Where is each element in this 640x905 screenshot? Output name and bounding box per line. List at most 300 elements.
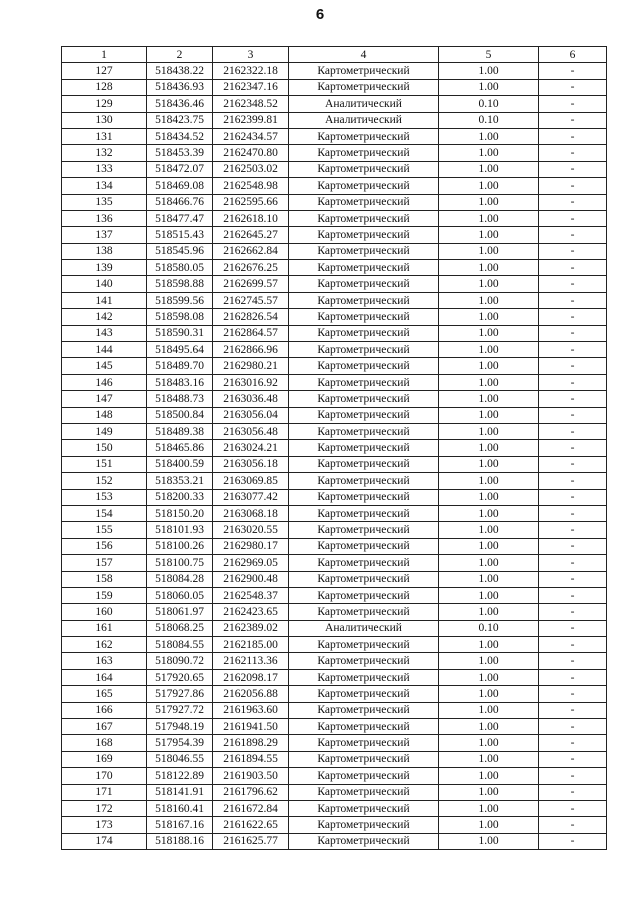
point-number-cell: 133 (62, 161, 147, 177)
accuracy-cell: 1.00 (439, 702, 539, 718)
method-cell: Аналитический (289, 112, 439, 128)
method-cell: Картометрический (289, 309, 439, 325)
table-row (62, 128, 607, 144)
method-cell: Картометрический (289, 751, 439, 767)
table-row (62, 768, 607, 784)
y-coordinate-cell: 2161622.65 (213, 817, 289, 833)
note-cell: - (539, 637, 607, 653)
x-coordinate-cell: 518545.96 (147, 243, 213, 259)
y-coordinate-cell: 2162980.21 (213, 358, 289, 374)
y-coordinate-cell: 2163056.48 (213, 423, 289, 439)
table-row (62, 79, 607, 95)
table-row (62, 112, 607, 128)
method-cell: Картометрический (289, 423, 439, 439)
y-coordinate-cell: 2162618.10 (213, 210, 289, 226)
accuracy-cell: 1.00 (439, 342, 539, 358)
table-row (62, 686, 607, 702)
point-number-cell: 145 (62, 358, 147, 374)
note-cell: - (539, 112, 607, 128)
accuracy-cell: 1.00 (439, 309, 539, 325)
point-number-cell: 132 (62, 145, 147, 161)
note-cell: - (539, 702, 607, 718)
table-row (62, 456, 607, 472)
method-cell: Картометрический (289, 719, 439, 735)
note-cell: - (539, 145, 607, 161)
x-coordinate-cell: 518100.75 (147, 555, 213, 571)
table-row (62, 751, 607, 767)
x-coordinate-cell: 518400.59 (147, 456, 213, 472)
table-row (62, 210, 607, 226)
y-coordinate-cell: 2161898.29 (213, 735, 289, 751)
point-number-cell: 130 (62, 112, 147, 128)
point-number-cell: 147 (62, 391, 147, 407)
point-number-cell: 143 (62, 325, 147, 341)
method-cell: Картометрический (289, 522, 439, 538)
note-cell: - (539, 800, 607, 816)
method-cell: Картометрический (289, 489, 439, 505)
note-cell: - (539, 719, 607, 735)
accuracy-cell: 1.00 (439, 489, 539, 505)
note-cell: - (539, 505, 607, 521)
y-coordinate-cell: 2162662.84 (213, 243, 289, 259)
table-row (62, 800, 607, 816)
x-coordinate-cell: 518353.21 (147, 473, 213, 489)
point-number-cell: 160 (62, 604, 147, 620)
method-cell: Картометрический (289, 63, 439, 79)
note-cell: - (539, 555, 607, 571)
y-coordinate-cell: 2162548.98 (213, 178, 289, 194)
note-cell: - (539, 620, 607, 636)
note-cell: - (539, 456, 607, 472)
accuracy-cell: 1.00 (439, 391, 539, 407)
method-cell: Картометрический (289, 669, 439, 685)
x-coordinate-cell: 518100.26 (147, 538, 213, 554)
method-cell: Картометрический (289, 784, 439, 800)
y-coordinate-cell: 2162864.57 (213, 325, 289, 341)
point-number-cell: 135 (62, 194, 147, 210)
accuracy-cell: 1.00 (439, 653, 539, 669)
point-number-cell: 151 (62, 456, 147, 472)
point-number-cell: 162 (62, 637, 147, 653)
point-number-cell: 159 (62, 587, 147, 603)
x-coordinate-cell: 518167.16 (147, 817, 213, 833)
note-cell: - (539, 96, 607, 112)
point-number-cell: 161 (62, 620, 147, 636)
note-cell: - (539, 161, 607, 177)
point-number-cell: 140 (62, 276, 147, 292)
accuracy-cell: 1.00 (439, 79, 539, 95)
method-cell: Картометрический (289, 276, 439, 292)
note-cell: - (539, 686, 607, 702)
method-cell: Картометрический (289, 800, 439, 816)
note-cell: - (539, 571, 607, 587)
accuracy-cell: 1.00 (439, 719, 539, 735)
note-cell: - (539, 817, 607, 833)
x-coordinate-cell: 518438.22 (147, 63, 213, 79)
table-row (62, 669, 607, 685)
note-cell: - (539, 210, 607, 226)
accuracy-cell: 1.00 (439, 128, 539, 144)
accuracy-cell: 1.00 (439, 768, 539, 784)
note-cell: - (539, 833, 607, 849)
method-cell: Картометрический (289, 210, 439, 226)
method-cell: Картометрический (289, 440, 439, 456)
y-coordinate-cell: 2162866.96 (213, 342, 289, 358)
method-cell: Картометрический (289, 325, 439, 341)
table-row (62, 555, 607, 571)
table-row (62, 423, 607, 439)
point-number-cell: 163 (62, 653, 147, 669)
accuracy-cell: 1.00 (439, 161, 539, 177)
note-cell: - (539, 604, 607, 620)
note-cell: - (539, 243, 607, 259)
point-number-cell: 129 (62, 96, 147, 112)
method-cell: Картометрический (289, 735, 439, 751)
x-coordinate-cell: 518200.33 (147, 489, 213, 505)
point-number-cell: 170 (62, 768, 147, 784)
column-header: 3 (213, 47, 289, 63)
y-coordinate-cell: 2161963.60 (213, 702, 289, 718)
table-row (62, 637, 607, 653)
accuracy-cell: 0.10 (439, 620, 539, 636)
note-cell: - (539, 669, 607, 685)
y-coordinate-cell: 2162423.65 (213, 604, 289, 620)
accuracy-cell: 1.00 (439, 669, 539, 685)
x-coordinate-cell: 517927.86 (147, 686, 213, 702)
x-coordinate-cell: 518122.89 (147, 768, 213, 784)
accuracy-cell: 0.10 (439, 96, 539, 112)
method-cell: Картометрический (289, 358, 439, 374)
point-number-cell: 164 (62, 669, 147, 685)
x-coordinate-cell: 518580.05 (147, 260, 213, 276)
accuracy-cell: 1.00 (439, 473, 539, 489)
y-coordinate-cell: 2162389.02 (213, 620, 289, 636)
note-cell: - (539, 407, 607, 423)
method-cell: Картометрический (289, 194, 439, 210)
y-coordinate-cell: 2161672.84 (213, 800, 289, 816)
accuracy-cell: 1.00 (439, 604, 539, 620)
method-cell: Картометрический (289, 161, 439, 177)
table-row (62, 505, 607, 521)
y-coordinate-cell: 2163069.85 (213, 473, 289, 489)
x-coordinate-cell: 518466.76 (147, 194, 213, 210)
method-cell: Картометрический (289, 505, 439, 521)
table-row (62, 309, 607, 325)
note-cell: - (539, 358, 607, 374)
x-coordinate-cell: 518068.25 (147, 620, 213, 636)
point-number-cell: 153 (62, 489, 147, 505)
column-header: 1 (62, 47, 147, 63)
point-number-cell: 166 (62, 702, 147, 718)
accuracy-cell: 1.00 (439, 522, 539, 538)
y-coordinate-cell: 2163077.42 (213, 489, 289, 505)
accuracy-cell: 1.00 (439, 800, 539, 816)
point-number-cell: 149 (62, 423, 147, 439)
accuracy-cell: 1.00 (439, 440, 539, 456)
point-number-cell: 173 (62, 817, 147, 833)
table-row (62, 833, 607, 849)
accuracy-cell: 1.00 (439, 63, 539, 79)
table-row (62, 227, 607, 243)
y-coordinate-cell: 2162595.66 (213, 194, 289, 210)
y-coordinate-cell: 2163068.18 (213, 505, 289, 521)
y-coordinate-cell: 2163036.48 (213, 391, 289, 407)
note-cell: - (539, 260, 607, 276)
y-coordinate-cell: 2161941.50 (213, 719, 289, 735)
y-coordinate-cell: 2163056.18 (213, 456, 289, 472)
note-cell: - (539, 276, 607, 292)
point-number-cell: 150 (62, 440, 147, 456)
table-row (62, 276, 607, 292)
point-number-cell: 172 (62, 800, 147, 816)
method-cell: Картометрический (289, 817, 439, 833)
note-cell: - (539, 768, 607, 784)
y-coordinate-cell: 2162645.27 (213, 227, 289, 243)
method-cell: Картометрический (289, 768, 439, 784)
point-number-cell: 165 (62, 686, 147, 702)
y-coordinate-cell: 2163016.92 (213, 374, 289, 390)
note-cell: - (539, 178, 607, 194)
x-coordinate-cell: 518489.70 (147, 358, 213, 374)
accuracy-cell: 1.00 (439, 555, 539, 571)
x-coordinate-cell: 518046.55 (147, 751, 213, 767)
table-row (62, 194, 607, 210)
x-coordinate-cell: 518515.43 (147, 227, 213, 243)
x-coordinate-cell: 518423.75 (147, 112, 213, 128)
method-cell: Картометрический (289, 538, 439, 554)
table-row (62, 260, 607, 276)
table-row (62, 604, 607, 620)
table-row (62, 538, 607, 554)
method-cell: Аналитический (289, 96, 439, 112)
table-row (62, 342, 607, 358)
table-row (62, 702, 607, 718)
point-number-cell: 146 (62, 374, 147, 390)
method-cell: Картометрический (289, 702, 439, 718)
x-coordinate-cell: 518150.20 (147, 505, 213, 521)
accuracy-cell: 1.00 (439, 210, 539, 226)
table-row (62, 161, 607, 177)
coordinates-table (61, 46, 607, 850)
accuracy-cell: 1.00 (439, 817, 539, 833)
x-coordinate-cell: 518061.97 (147, 604, 213, 620)
note-cell: - (539, 735, 607, 751)
table-row (62, 358, 607, 374)
table-row (62, 489, 607, 505)
table-header (62, 47, 607, 63)
method-cell: Картометрический (289, 178, 439, 194)
point-number-cell: 152 (62, 473, 147, 489)
x-coordinate-cell: 518590.31 (147, 325, 213, 341)
table-row (62, 719, 607, 735)
method-cell: Картометрический (289, 391, 439, 407)
y-coordinate-cell: 2163056.04 (213, 407, 289, 423)
y-coordinate-cell: 2162900.48 (213, 571, 289, 587)
method-cell: Картометрический (289, 833, 439, 849)
point-number-cell: 174 (62, 833, 147, 849)
note-cell: - (539, 522, 607, 538)
x-coordinate-cell: 518488.73 (147, 391, 213, 407)
note-cell: - (539, 587, 607, 603)
x-coordinate-cell: 518483.16 (147, 374, 213, 390)
method-cell: Картометрический (289, 587, 439, 603)
x-coordinate-cell: 518084.55 (147, 637, 213, 653)
accuracy-cell: 1.00 (439, 145, 539, 161)
column-header: 6 (539, 47, 607, 63)
point-number-cell: 127 (62, 63, 147, 79)
method-cell: Картометрический (289, 407, 439, 423)
accuracy-cell: 1.00 (439, 571, 539, 587)
accuracy-cell: 1.00 (439, 833, 539, 849)
y-coordinate-cell: 2162548.37 (213, 587, 289, 603)
note-cell: - (539, 194, 607, 210)
column-header: 2 (147, 47, 213, 63)
note-cell: - (539, 63, 607, 79)
accuracy-cell: 0.10 (439, 112, 539, 128)
column-header: 4 (289, 47, 439, 63)
accuracy-cell: 1.00 (439, 407, 539, 423)
method-cell: Картометрический (289, 686, 439, 702)
y-coordinate-cell: 2161625.77 (213, 833, 289, 849)
accuracy-cell: 1.00 (439, 686, 539, 702)
table-body (62, 63, 607, 850)
y-coordinate-cell: 2162098.17 (213, 669, 289, 685)
y-coordinate-cell: 2162969.05 (213, 555, 289, 571)
accuracy-cell: 1.00 (439, 735, 539, 751)
method-cell: Картометрический (289, 637, 439, 653)
y-coordinate-cell: 2162826.54 (213, 309, 289, 325)
accuracy-cell: 1.00 (439, 325, 539, 341)
point-number-cell: 167 (62, 719, 147, 735)
point-number-cell: 137 (62, 227, 147, 243)
y-coordinate-cell: 2161796.62 (213, 784, 289, 800)
accuracy-cell: 1.00 (439, 784, 539, 800)
point-number-cell: 139 (62, 260, 147, 276)
table-row (62, 145, 607, 161)
x-coordinate-cell: 518434.52 (147, 128, 213, 144)
accuracy-cell: 1.00 (439, 194, 539, 210)
note-cell: - (539, 391, 607, 407)
point-number-cell: 134 (62, 178, 147, 194)
accuracy-cell: 1.00 (439, 243, 539, 259)
point-number-cell: 169 (62, 751, 147, 767)
point-number-cell: 128 (62, 79, 147, 95)
y-coordinate-cell: 2163020.55 (213, 522, 289, 538)
y-coordinate-cell: 2162676.25 (213, 260, 289, 276)
x-coordinate-cell: 518101.93 (147, 522, 213, 538)
x-coordinate-cell: 518495.64 (147, 342, 213, 358)
method-cell: Картометрический (289, 374, 439, 390)
method-cell: Картометрический (289, 243, 439, 259)
method-cell: Картометрический (289, 292, 439, 308)
note-cell: - (539, 292, 607, 308)
method-cell: Картометрический (289, 555, 439, 571)
table-row (62, 374, 607, 390)
point-number-cell: 155 (62, 522, 147, 538)
point-number-cell: 142 (62, 309, 147, 325)
point-number-cell: 158 (62, 571, 147, 587)
y-coordinate-cell: 2162503.02 (213, 161, 289, 177)
x-coordinate-cell: 518465.86 (147, 440, 213, 456)
note-cell: - (539, 751, 607, 767)
table-row (62, 587, 607, 603)
table-row (62, 391, 607, 407)
y-coordinate-cell: 2162980.17 (213, 538, 289, 554)
accuracy-cell: 1.00 (439, 423, 539, 439)
accuracy-cell: 1.00 (439, 637, 539, 653)
y-coordinate-cell: 2162347.16 (213, 79, 289, 95)
page-number: 6 (315, 6, 325, 23)
table-row (62, 292, 607, 308)
table-row (62, 653, 607, 669)
x-coordinate-cell: 517927.72 (147, 702, 213, 718)
note-cell: - (539, 128, 607, 144)
method-cell: Картометрический (289, 260, 439, 276)
table-row (62, 243, 607, 259)
point-number-cell: 156 (62, 538, 147, 554)
y-coordinate-cell: 2161894.55 (213, 751, 289, 767)
note-cell: - (539, 423, 607, 439)
note-cell: - (539, 374, 607, 390)
y-coordinate-cell: 2162399.81 (213, 112, 289, 128)
y-coordinate-cell: 2162185.00 (213, 637, 289, 653)
y-coordinate-cell: 2162322.18 (213, 63, 289, 79)
accuracy-cell: 1.00 (439, 260, 539, 276)
x-coordinate-cell: 518472.07 (147, 161, 213, 177)
method-cell: Картометрический (289, 473, 439, 489)
accuracy-cell: 1.00 (439, 292, 539, 308)
y-coordinate-cell: 2163024.21 (213, 440, 289, 456)
table-row (62, 96, 607, 112)
point-number-cell: 154 (62, 505, 147, 521)
method-cell: Картометрический (289, 653, 439, 669)
x-coordinate-cell: 518436.93 (147, 79, 213, 95)
point-number-cell: 157 (62, 555, 147, 571)
x-coordinate-cell: 517954.39 (147, 735, 213, 751)
note-cell: - (539, 325, 607, 341)
note-cell: - (539, 538, 607, 554)
x-coordinate-cell: 518598.88 (147, 276, 213, 292)
table-row (62, 63, 607, 79)
x-coordinate-cell: 518436.46 (147, 96, 213, 112)
x-coordinate-cell: 518500.84 (147, 407, 213, 423)
accuracy-cell: 1.00 (439, 374, 539, 390)
table-row (62, 620, 607, 636)
accuracy-cell: 1.00 (439, 456, 539, 472)
accuracy-cell: 1.00 (439, 505, 539, 521)
x-coordinate-cell: 518489.38 (147, 423, 213, 439)
point-number-cell: 168 (62, 735, 147, 751)
note-cell: - (539, 309, 607, 325)
x-coordinate-cell: 517920.65 (147, 669, 213, 685)
method-cell: Картометрический (289, 456, 439, 472)
x-coordinate-cell: 518141.91 (147, 784, 213, 800)
accuracy-cell: 1.00 (439, 538, 539, 554)
x-coordinate-cell: 518453.39 (147, 145, 213, 161)
note-cell: - (539, 440, 607, 456)
point-number-cell: 148 (62, 407, 147, 423)
y-coordinate-cell: 2161903.50 (213, 768, 289, 784)
table-row (62, 178, 607, 194)
note-cell: - (539, 489, 607, 505)
table-row (62, 522, 607, 538)
table-row (62, 440, 607, 456)
y-coordinate-cell: 2162348.52 (213, 96, 289, 112)
accuracy-cell: 1.00 (439, 751, 539, 767)
point-number-cell: 141 (62, 292, 147, 308)
table-row (62, 407, 607, 423)
x-coordinate-cell: 518084.28 (147, 571, 213, 587)
